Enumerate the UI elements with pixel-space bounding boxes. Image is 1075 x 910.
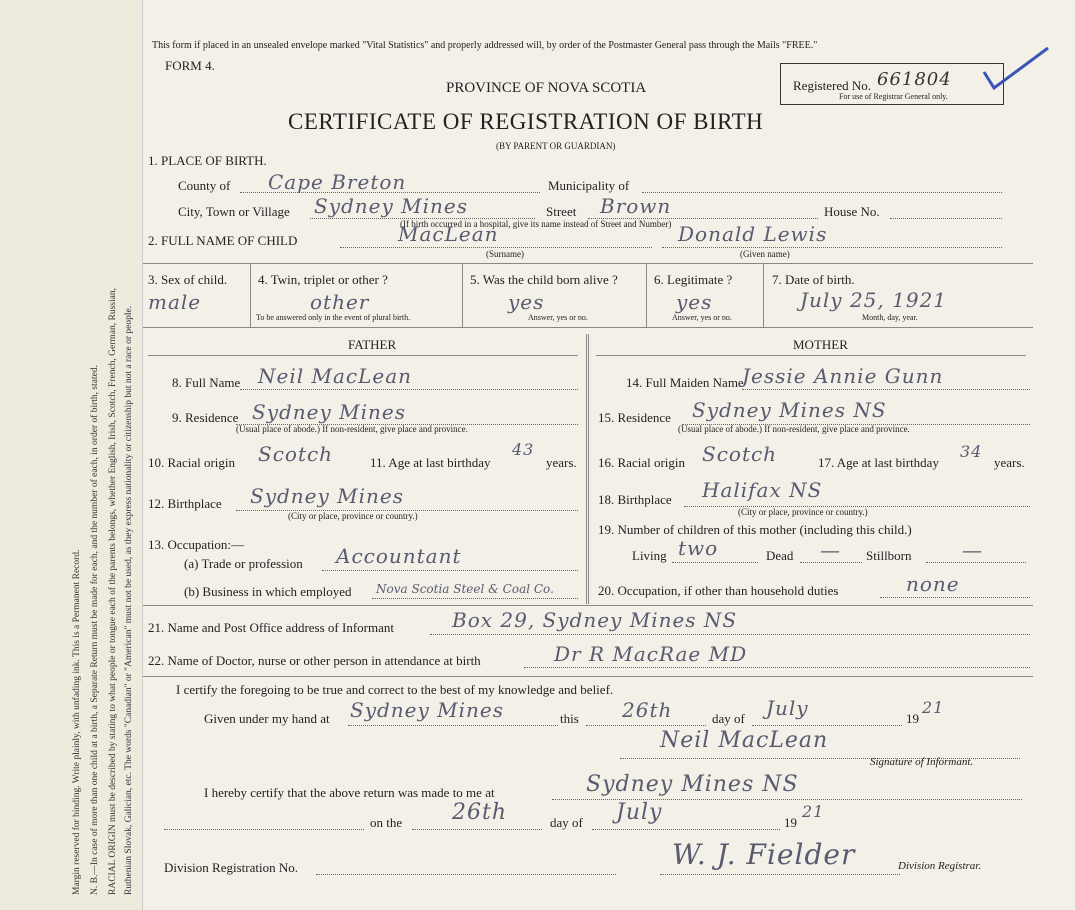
registrar-place: Sydney Mines NS [586,772,799,797]
father-name-label: 8. Full Name [172,375,241,390]
living-value: two [678,536,719,560]
informant-signature: Neil MacLean [660,728,829,753]
given-caption: (Given name) [740,249,790,259]
doctor-value: Dr R MacRae MD [554,642,748,666]
given-day: 26th [622,698,673,722]
stillborn-label: Stillborn [866,548,912,563]
father-age-label: 11. Age at last birthday [370,455,491,470]
mother-birthplace-label: 18. Birthplace [598,492,672,507]
margin-note-4: Ruthenian Slovak, Galician, etc. The words "Canadian" or "American" must not be used, as they express nationality or citizenship but not a race or people. [124,305,134,895]
registrar-on-label: on the [370,815,403,830]
mother-residence: Sydney Mines NS [692,398,887,422]
legit-note: Answer, yes or no. [672,313,732,322]
given-year-prefix: 19 [906,711,919,726]
this-label: this [560,711,579,726]
stillborn-value: — [962,538,983,562]
alive-note: Answer, yes or no. [528,313,588,322]
given-place: Sydney Mines [350,698,505,722]
certificate-title: CERTIFICATE OF REGISTRATION OF BIRTH [288,109,764,134]
father-birthplace-label: 12. Birthplace [148,496,222,511]
father-residence-note: (Usual place of abode.) If non-resident, give place and province. [236,424,468,434]
division-registration-label: Division Registration No. [164,860,298,875]
mother-racial-label: 16. Racial origin [598,455,686,470]
living-label: Living [632,548,667,563]
registrar-note: For use of Registrar General only. [839,92,948,101]
registered-number-box [780,63,1004,105]
father-birthplace: Sydney Mines [250,484,405,508]
street-value: Brown [600,194,672,218]
mail-notice: This form if placed in an unsealed envelope marked "Vital Statistics" and properly addressed will, by order of the Postmaster General pass through the Mails "FREE." [152,40,818,51]
alive-value: yes [508,290,545,314]
province-heading: PROVINCE OF NOVA SCOTIA [446,80,647,96]
father-occupation-label: 13. Occupation:— [148,537,245,552]
registered-number: 661804 [877,69,952,90]
margin-note-1: Margin reserved for binding. Write plainly, with unfading ink. This is a Permanent Record. [72,549,82,895]
trade-value: Accountant [336,544,462,568]
certificate-subtitle: (BY PARENT OR GUARDIAN) [496,141,616,151]
mother-occupation: none [906,572,960,596]
check-mark-icon [982,44,1052,94]
county-label: County of [178,178,231,193]
father-heading: FATHER [348,337,397,352]
mother-residence-note: (Usual place of abode.) If non-resident, give place and province. [678,424,910,434]
mother-name: Jessie Annie Gunn [742,364,944,388]
child-given-name: Donald Lewis [678,222,828,246]
date-label: 7. Date of birth. [772,272,855,287]
alive-label: 5. Was the child born alive ? [470,272,618,287]
father-birthplace-note: (City or place, province or country.) [288,511,418,521]
registrar-signature: W. J. Fielder [672,838,856,871]
mother-name-label: 14. Full Maiden Name [626,375,744,390]
registrar-day-of: day of [550,815,583,830]
county-value: Cape Breton [268,170,407,194]
father-age: 43 [512,440,535,459]
dead-value: — [820,538,841,562]
mother-residence-label: 15. Residence [598,410,671,425]
father-years: years. [546,455,577,470]
registrar-month: July [616,800,663,825]
child-surname: MacLean [398,222,499,246]
municipality-label: Municipality of [548,178,630,193]
father-name: Neil MacLean [258,364,413,388]
certify-statement: I certify the foregoing to be true and correct to the best of my knowledge and belief. [176,682,614,697]
business-label: (b) Business in which employed [184,584,352,599]
mother-occupation-label: 20. Occupation, if other than household duties [598,583,839,598]
margin-note-3: RACIAL ORIGIN must be described by stating to what people or tongue each of the parents belongs, whether English, Irish, Scotch, French, German, Russian, [108,288,118,895]
informant-label: 21. Name and Post Office address of Informant [148,620,394,635]
father-residence: Sydney Mines [252,400,407,424]
binding-margin [0,0,143,910]
mother-age: 34 [960,442,983,461]
twin-label: 4. Twin, triplet or other ? [258,272,388,287]
division-registrar-caption: Division Registrar. [898,860,982,872]
given-year: 21 [922,698,945,717]
doctor-label: 22. Name of Doctor, nurse or other person in attendance at birth [148,653,481,668]
city-label: City, Town or Village [178,204,290,219]
date-value: July 25, 1921 [800,288,948,312]
street-label: Street [546,204,577,219]
legit-label: 6. Legitimate ? [654,272,733,287]
mother-birthplace-note: (City or place, province or country.) [738,507,868,517]
house-label: House No. [824,204,880,219]
registrar-year-prefix: 19 [784,815,797,830]
legit-value: yes [676,290,713,314]
registrar-certify-label: I hereby certify that the above return was made to me at [204,785,495,800]
twin-value: other [310,290,370,314]
sex-label: 3. Sex of child. [148,272,228,287]
given-month: July [766,696,809,720]
mother-age-label: 17. Age at last birthday [818,455,939,470]
margin-note-2: N. B.—In case of more than one child at a birth, a Separate Return must be made for each, and the number of each, in order of birth, stated. [90,365,100,895]
registered-label: Registered No. [793,78,871,93]
form-number: FORM 4. [165,58,215,73]
given-under-label: Given under my hand at [204,711,330,726]
business-value: Nova Scotia Steel & Coal Co. [376,582,554,596]
twin-note: To be answered only in the event of plural birth. [256,313,411,322]
dead-label: Dead [766,548,794,563]
given-day-of: day of [712,711,745,726]
mother-racial: Scotch [702,442,778,466]
mother-years: years. [994,455,1025,470]
mother-birthplace: Halifax NS [702,478,823,502]
father-racial-label: 10. Racial origin [148,455,236,470]
mother-heading: MOTHER [793,337,848,352]
registrar-day: 26th [452,800,508,825]
trade-label: (a) Trade or profession [184,556,303,571]
informant-signature-caption: Signature of Informant. [870,756,974,768]
father-residence-label: 9. Residence [172,410,239,425]
date-note: Month, day, year. [862,313,918,322]
children-label: 19. Number of children of this mother (including this child.) [598,522,912,537]
father-racial: Scotch [258,442,334,466]
place-heading: 1. PLACE OF BIRTH. [148,153,267,168]
informant-value: Box 29, Sydney Mines NS [452,608,738,632]
surname-caption: (Surname) [486,249,524,259]
child-name-label: 2. FULL NAME OF CHILD [148,233,298,248]
registrar-year: 21 [802,802,825,821]
sex-value: male [148,290,202,314]
hospital-note: (If birth occurred in a hospital, give its name instead of Street and Number) [400,219,672,229]
city-value: Sydney Mines [314,194,469,218]
